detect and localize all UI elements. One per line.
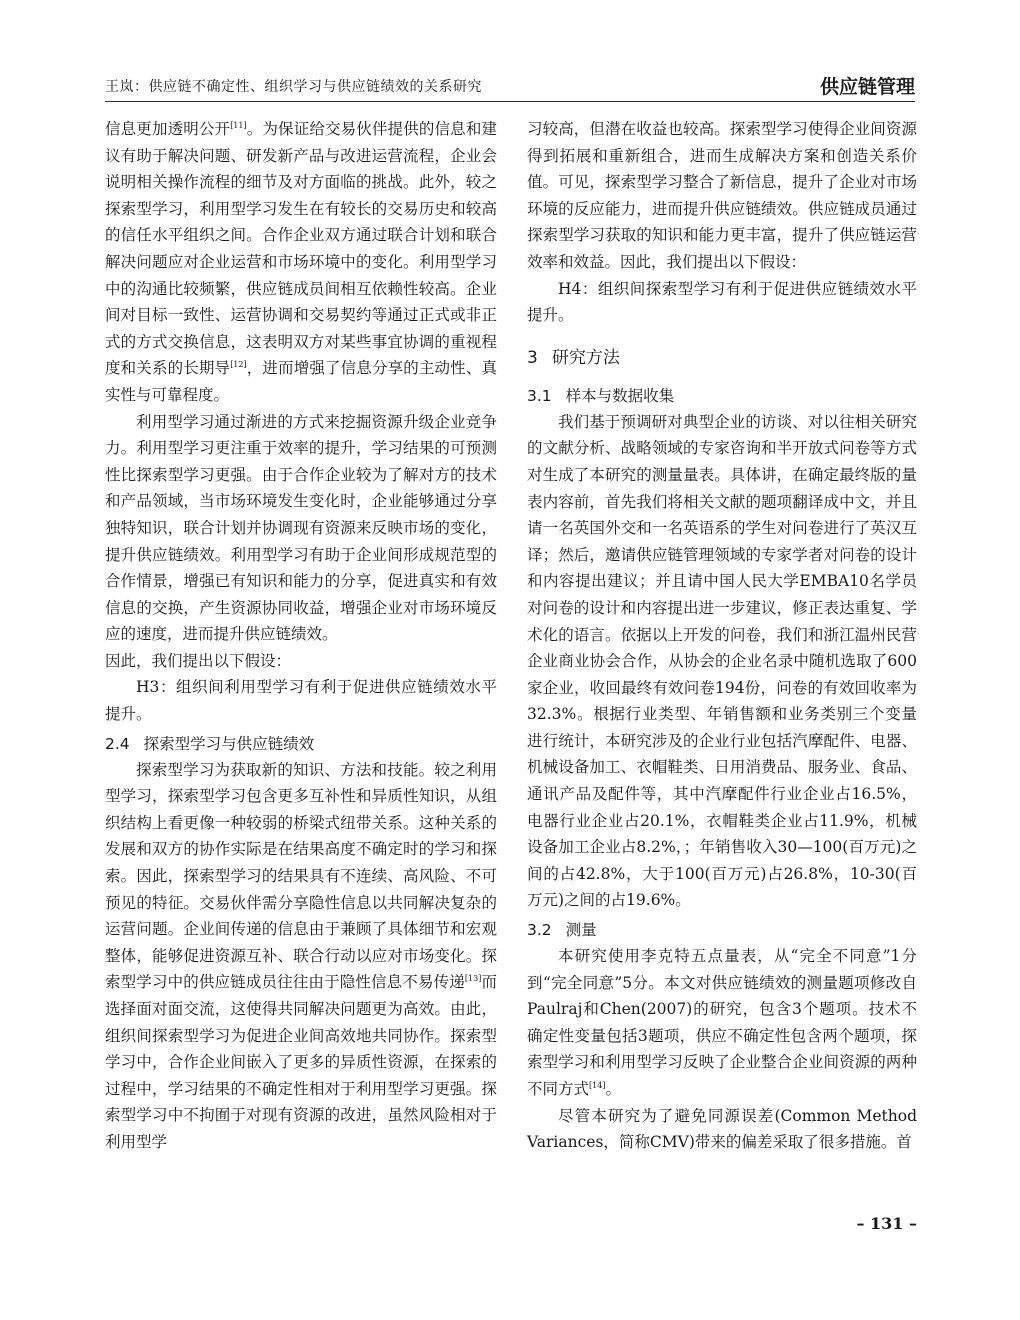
section-heading-3-1: 3.1 样本与数据收集: [527, 386, 675, 405]
paragraph: 本研究使用李克特五点量表，从“完全不同意”1分到“完全同意”5分。本文对供应链绩效的测量题项修改自Paulraj和Chen(2007)的研究，包含3个题项。技术不确定性变量包括3题项，供应不确定性包含两个题项，探索型学习和利用型学习反映了企业整合企业间资源的两种不同方式[14]。: [527, 947, 917, 1098]
citation: [14]: [589, 1081, 606, 1090]
journal-section-label: 供应链管理: [819, 76, 915, 98]
paragraph: 习较高，但潜在收益也较高。探索型学习使得企业间资源得到拓展和重新组合，进而生成解决方案和创造关系价值。可见，探索型学习整合了新信息，提升了企业对市场环境的反应能力，进而提升供应链绩效。供应链成员通过探索型学习获取的知识和能力更丰富，提升了供应链运营效率和效益。因此，我们提出以下假设：: [527, 120, 917, 271]
section-heading-2-4: 2.4 探索型学习与供应链绩效: [105, 734, 315, 753]
paragraph: 利用型学习通过渐进的方式来挖掘资源升级企业竞争力。利用型学习更注重于效率的提升，学习结果的可预测性比探索型学习更强。由于合作企业较为了解对方的技术和产品领域，当市场环境发生变化时，企业能够通过分享独特知识，联合计划并协调现有资源来反映市场的变化，提升供应链绩效。利用型学习有助于企业间形成规范型的合作情景，增强已有知识和能力的分享，促进真实和有效信息的交换，产生资源协同收益，增强企业对市场环境反应的速度，进而提升供应链绩效。: [105, 412, 497, 644]
right-column: [527, 116, 917, 1156]
paragraph: 探索型学习为获取新的知识、方法和技能。较之利用型学习，探索型学习包含更多互补性和异质性知识，从组织结构上看更像一种较弱的桥梁式纽带关系。这种关系的发展和双方的协作实际是在结果高度不确定时的学习和探索。因此，探索型学习的结果具有不连续、高风险、不可预见的特征。交易伙伴需分享隐性信息以共同解决复杂的运营问题。企业间传递的信息由于兼顾了具体细节和宏观整体，能够促进资源互补、联合行动以应对市场变化。探索型学习中的供应链成员往往由于隐性信息不易传递[13]而选择面对面交流，这使得共同解决问题更为高效。由此，组织间探索型学习为促进企业间高效地共同协作。探索型学习中，合作企业间嵌入了更多的异质性资源，在探索的过程中，学习结果的不确定性相对于利用型学习更强。探索型学习中不拘囿于对现有资源的改进，虽然风险相对于利用型学: [105, 760, 497, 1151]
citation: [11]: [230, 121, 247, 130]
citation: [13]: [464, 974, 482, 984]
citation: [12]: [230, 360, 247, 370]
section-heading-3-2: 3.2 测量: [527, 921, 597, 940]
hypothesis-h4: H4：组织间探索型学习有利于促进供应链绩效水平提升。: [527, 279, 917, 325]
paragraph: 信息更加透明公开[11]。为保证给交易伙伴提供的信息和建议有助于解决问题、研发新产品与改进运营流程，企业会说明相关操作流程的细节及对方面临的挑战。此外，较之探索型学习，利用型学习发生在有较长的交易历史和较高的信任水平组织之间。合作企业双方通过联合计划和联合解决问题应对企业运营和市场环境中的变化。利用型学习中的沟通比较频繁，供应链成员间相互依赖性较高。企业间对目标一致性、运营协调和交易契约等通过正式或非正式的方式交换信息，这表明双方对某些事宜协调的重视程度和关系的长期导[12]，进而增强了信息分享的主动性、真实性与可靠程度。: [105, 120, 497, 404]
running-header-title: 王岚：供应链不确定性、组织学习与供应链绩效的关系研究: [105, 79, 482, 95]
running-header: [105, 72, 915, 98]
hypothesis-h3: H3：组织间利用型学习有利于促进供应链绩效水平提升。: [105, 678, 497, 724]
left-column: [105, 116, 497, 1156]
section-heading-3: 3 研究方法: [527, 347, 620, 368]
paragraph: 尽管本研究为了避免同源误差(Common Method Variances，简称CMV)带来的偏差采取了很多措施。首: [527, 1106, 917, 1152]
paragraph: 因此，我们提出以下假设：: [105, 651, 292, 670]
header-rule: [105, 101, 915, 102]
paragraph: 我们基于预调研对典型企业的访谈、对以往相关研究的文献分析、战略领域的专家咨询和半开放式问卷等方式对生成了本研究的测量量表。具体讲，在确定最终版的量表内容前，首先我们将相关文献的题项翻译成中文，并且请一名英国外交和一名英语系的学生对问卷进行了英汉互译；然后，邀请供应链管理领域的专家学者对问卷的设计和内容提出建议；并且请中国人民大学EMBA10名学员对问卷的设计和内容提出进一步建议，修正表达重复、学术化的语言。依据以上开发的问卷，我们和浙江温州民营企业商业协会合作，从协会的企业名录中随机选取了600家企业，收回最终有效问卷194份，问卷的有效回收率为32.3%。根据行业类型、年销售额和业务类别三个变量进行统计，本研究涉及的企业行业包括汽摩配件、电器、机械设备加工、衣帽鞋类、日用消费品、服务业、食品、通讯产品及配件等，其中汽摩配件行业企业占16.5%，电器行业企业占20.1%，衣帽鞋类企业占11.9%，机械设备加工企业占8.2%，；年销售收入30—100(百万元)之间的占42.8%，大于100(百万元)占26.8%，10-30(百万元)之间的占19.6%。: [527, 412, 917, 910]
page-number: – 131 –: [856, 1214, 917, 1233]
